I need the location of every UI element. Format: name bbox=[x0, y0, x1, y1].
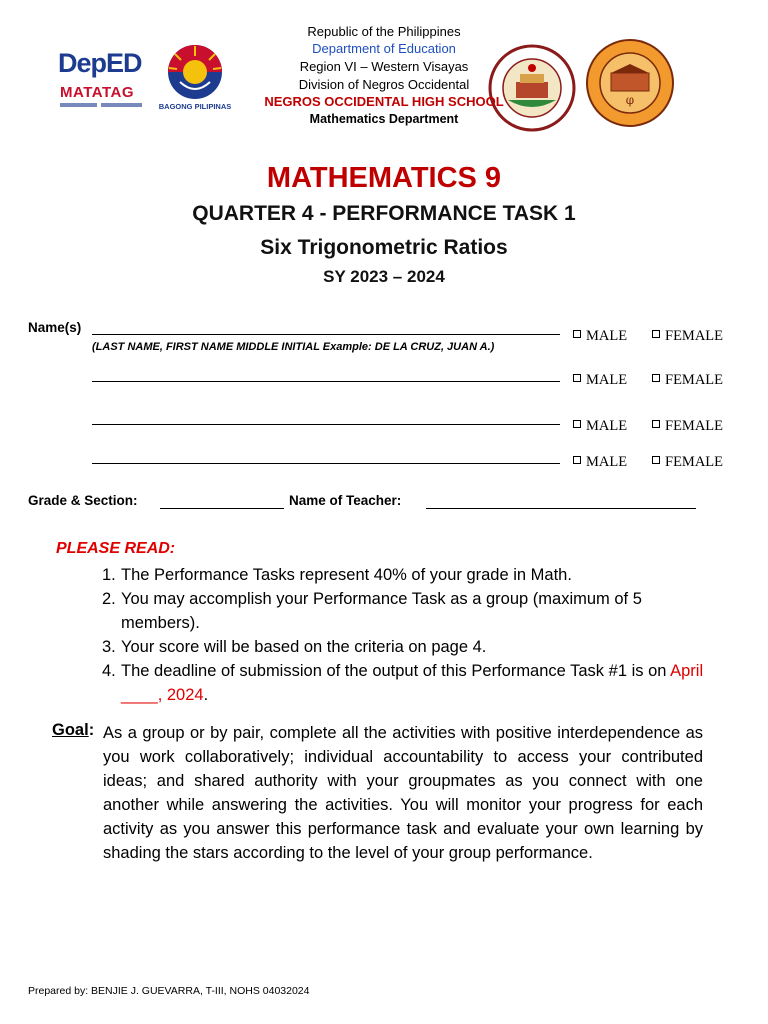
checkbox-icon bbox=[573, 374, 581, 382]
instructions-list bbox=[102, 563, 722, 707]
name-field-1[interactable] bbox=[92, 334, 560, 335]
matatag-logo-text: MATATAG bbox=[60, 84, 135, 101]
deadline-date: April ____, 2024 bbox=[121, 662, 704, 704]
list-item: 4. The deadline of submission of the output of this Performance Task #1 is on April ____, 2024. bbox=[102, 662, 704, 704]
checkbox-icon bbox=[573, 330, 581, 338]
list-item: 1. The Performance Tasks represent 40% of your grade in Math. bbox=[102, 566, 572, 584]
document-title: MATHEMATICS 9 bbox=[266, 162, 502, 194]
teacher-field[interactable] bbox=[426, 508, 696, 509]
header-region: Region VI – Western Visayas bbox=[299, 59, 469, 74]
female-checkbox-4[interactable]: FEMALE bbox=[652, 454, 723, 471]
checkbox-icon bbox=[652, 456, 660, 464]
female-checkbox-1[interactable]: FEMALE bbox=[652, 328, 723, 345]
please-read-heading: PLEASE READ: bbox=[56, 540, 176, 557]
quarter-title: QUARTER 4 - PERFORMANCE TASK 1 bbox=[192, 202, 576, 225]
checkbox-icon bbox=[573, 456, 581, 464]
name-field-4[interactable] bbox=[92, 463, 560, 464]
list-item: 2. You may accomplish your Performance Task as a group (maximum of 5 members). bbox=[102, 590, 642, 632]
male-checkbox-1[interactable]: MALE bbox=[573, 328, 627, 345]
goal-text: As a group or by pair, complete all the activities with positive interdependence as you work collaboratively; individual accountability to access your contributed ideas; and shared authority with your groupmates as you connect with one another while answering the activities. You will monitor your progress for each activity as you answer this performance task and evaluate your own learning by shading the stars according to the level of your group performance. bbox=[103, 724, 703, 862]
header-math-department: Mathematics Department bbox=[309, 112, 459, 126]
grade-section-label: Grade & Section: bbox=[28, 493, 138, 508]
male-checkbox-3[interactable]: MALE bbox=[573, 418, 627, 435]
name-field-2[interactable] bbox=[92, 381, 560, 382]
topic-title: Six Trigonometric Ratios bbox=[260, 236, 508, 259]
school-year: SY 2023 – 2024 bbox=[323, 267, 445, 286]
header-department: Department of Education bbox=[312, 41, 456, 56]
bagong-pilipinas-label: BAGONG PILIPINAS bbox=[158, 102, 232, 111]
list-item: 3. Your score will be based on the criteria on page 4. bbox=[102, 638, 487, 656]
checkbox-icon bbox=[652, 420, 660, 428]
deped-logo-text: DepED bbox=[58, 48, 142, 78]
header-school-name: NEGROS OCCIDENTAL HIGH SCHOOL bbox=[264, 94, 504, 109]
header-republic: Republic of the Philippines bbox=[307, 24, 461, 39]
svg-text:φ: φ bbox=[625, 93, 635, 107]
header-division: Division of Negros Occidental bbox=[298, 77, 470, 92]
female-checkbox-3[interactable]: FEMALE bbox=[652, 418, 723, 435]
names-label: Name(s) bbox=[28, 320, 82, 335]
checkbox-icon bbox=[652, 374, 660, 382]
teacher-label: Name of Teacher: bbox=[289, 493, 402, 508]
prepared-by-footer: Prepared by: BENJIE J. GUEVARRA, T-III, NOHS 04032024 bbox=[28, 985, 310, 997]
checkbox-icon bbox=[652, 330, 660, 338]
female-checkbox-2[interactable]: FEMALE bbox=[652, 372, 723, 389]
male-checkbox-4[interactable]: MALE bbox=[573, 454, 627, 471]
name-field-3[interactable] bbox=[92, 424, 560, 425]
male-checkbox-2[interactable]: MALE bbox=[573, 372, 627, 389]
names-format-note: (LAST NAME, FIRST NAME MIDDLE INITIAL Example: DE LA CRUZ, JUAN A.) bbox=[92, 341, 495, 353]
goal-label: Goal: bbox=[52, 721, 95, 739]
grade-section-field[interactable] bbox=[160, 508, 284, 509]
checkbox-icon bbox=[573, 420, 581, 428]
